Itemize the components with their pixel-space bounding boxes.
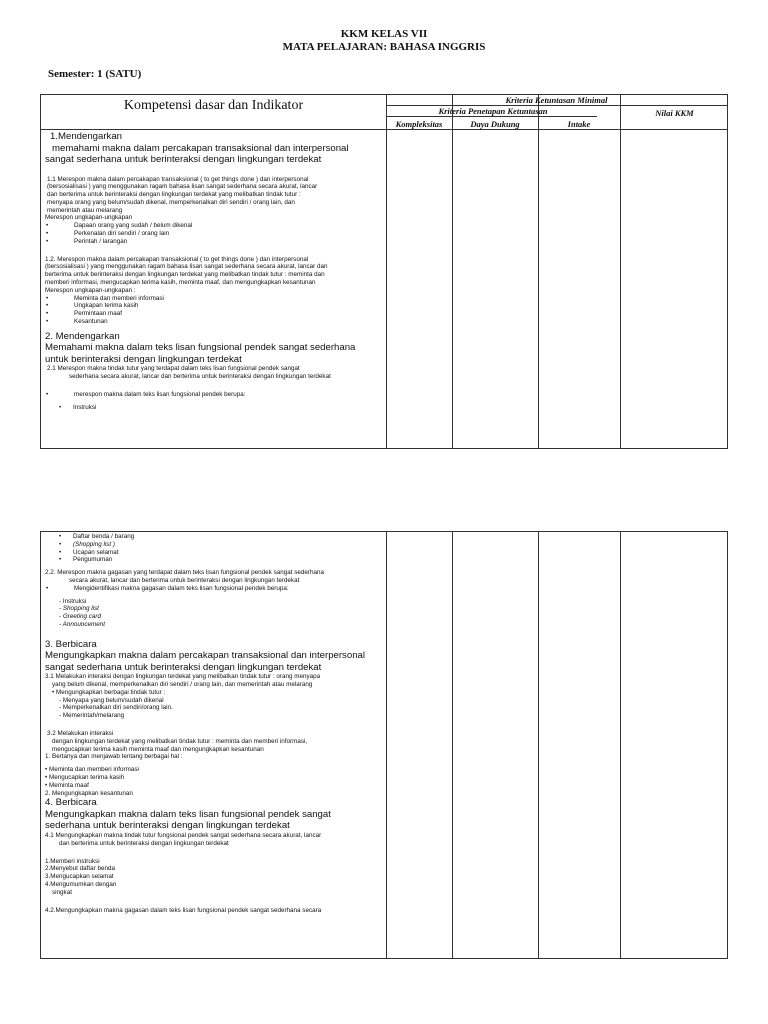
section-description: memahami makna dalam percakapan transaksional dan interpersonal — [52, 142, 349, 154]
section-description: sederhana untuk berinteraksi dengan lingkungan terdekat — [45, 820, 290, 832]
section-title: 1.Mendengarkan — [50, 131, 123, 142]
list-item: 2. Mengungkapkan kesantunan — [45, 789, 133, 797]
indicator-text: 3.1 Melakukan interaksi dengan lingkungan terdekat yang melibatkan tindak tutur : orang menyapa — [45, 673, 321, 681]
indicator-text: secara akurat, lancar dan berterima untuk berinteraksi dengan lingkungan terdekat — [69, 576, 300, 584]
indicator-text: sederhana secara akurat, lancar dan berterima untuk berinteraksi dengan lingkungan terdekat — [69, 373, 331, 381]
indicator-text: 3.2 Melakukan interaksi — [47, 730, 114, 738]
list-item: • Perintah / larangan — [46, 237, 128, 245]
section-description: sangat sederhana untuk berinteraksi dengan lingkungan terdekat — [45, 154, 322, 165]
indicator-text: 4.2.Mengungkapkan makna gagasan dalam teks lisan fungsional pendek sangat sederhana secara — [45, 906, 322, 914]
section-description: Mengungkapkan makna dalam teks lisan fungsional pendek sangat — [45, 808, 331, 820]
list-item: • Mengungkapkan berbagai tindak tutur : — [52, 688, 166, 696]
list-item: 3.Mengucapkan selamat — [45, 873, 114, 881]
list-item: • (Shopping list ) — [59, 540, 115, 548]
indicator-text: (bersosialisasi ) yang menggunakan ragam bahasa lisan sangat sederhana secara akurat, lancar dan — [45, 263, 328, 271]
indicator-text: 1.2. Merespon makna dalam percakapan transaksional ( to get things done ) dan interpersonal — [45, 255, 309, 263]
section-title: 4. Berbicara — [45, 797, 97, 809]
list-item: • Meminta dan memberi informasi — [45, 766, 139, 774]
competency-list-page-1 — [45, 131, 385, 412]
indicator-text: 4.1 Mengungkapkan makna tindak tutur fungsional pendek sangat sederhana secara akurat, lancar — [45, 831, 322, 839]
indicator-text: 2.1 Merespon makna tindak tutur yang terdapat dalam teks lisan fungsional pendek sangat — [47, 365, 300, 373]
section-title: 2. Mendengarkan — [45, 330, 120, 342]
indicator-text: (bersosialisasi ) yang menggunakan ragam bahasa lisan sangat sederhana secara akurat, lancar — [47, 183, 318, 191]
list-item: • Instruksi — [59, 403, 97, 411]
list-item: • Ungkapan terima kasih — [46, 302, 139, 310]
indicator-text: mengucapkan terima kasih meminta maaf dan mengungkapkan kesantunan — [52, 745, 264, 753]
list-item: • Mengidentifikasi makna gagasan dalam teks lisan fungsional pendek berupa: — [46, 584, 289, 592]
list-item: 4.Mengumumkan dengan — [45, 880, 117, 888]
indicator-text: 1. Bertanya dan menjawab tentang berbagai hal : — [45, 753, 183, 761]
column-header-intake: Intake — [567, 119, 591, 129]
indicator-text: Merespon ungkapan-ungkapan : — [45, 286, 136, 294]
list-item: • Perkenalan diri sendiri / orang lain — [46, 230, 170, 238]
indicator-text: dan berterima untuk berinteraksi dengan lingkungan terdekat yang melibatkan tindak tutur : — [47, 191, 301, 199]
indicator-text: yang belum dikenal, memperkenalkan diri sendiri / orang lain, dan memerintah atau melarang — [52, 681, 313, 689]
semester-label: Semester: 1 (SATU) — [48, 68, 142, 80]
list-item: • Meminta maaf — [45, 781, 89, 789]
section-description: sangat sederhana untuk berinteraksi dengan lingkungan terdekat — [45, 661, 322, 673]
section-description: untuk berinteraksi dengan lingkungan terdekat — [45, 353, 242, 365]
indicator-text: 1.1 Merespon makna dalam percakapan transaksional ( to get things done ) dan interpersonal — [47, 175, 309, 183]
list-item: - Memerintah/melarang — [59, 712, 125, 720]
list-item: • Permintaan maaf — [46, 310, 122, 318]
list-item: • Meminta dan memberi informasi — [46, 294, 164, 302]
indicator-text: Merespon ungkapan-ungkapan — [45, 214, 133, 222]
section-description: Memahami makna dalam teks lisan fungsional pendek sangat sederhana — [45, 342, 356, 354]
list-item: 1.Memberi instruksi — [45, 857, 100, 865]
list-item: - Announcement — [59, 620, 105, 628]
list-item: 2.Menyebut daftar benda — [45, 865, 116, 873]
column-header-penetapan: Kriteria Penetapan Ketuntasan — [438, 106, 548, 116]
section-title: 3. Berbicara — [45, 638, 97, 650]
document-subtitle: MATA PELAJARAN: BAHASA INGGRIS — [282, 41, 486, 53]
kkm-table-page-1 — [40, 94, 728, 449]
indicator-text: memerintah atau melarang — [47, 206, 123, 214]
column-header-main: Kompetensi dasar dan Indikator — [123, 98, 304, 113]
indicator-text: menyapa orang yang belum/sudah dikenal, memperkenalkan diri sendiri / orang lain, dan — [47, 198, 295, 206]
column-header-kkm: Kriteria Ketuntasan Minimal — [505, 95, 608, 105]
indicator-text: dan berterima untuk berinteraksi dengan lingkungan terdekat — [59, 839, 229, 847]
list-item: - Instruksi — [59, 597, 87, 605]
list-item: • Daftar benda / barang — [59, 533, 135, 540]
list-item: - Menyapa yang belum/sudah dikenal — [59, 696, 164, 704]
indicator-text: berterima untuk berinteraksi dengan lingkungan terdekat yang melibatkan tindak tutur : meminta dan — [45, 271, 325, 279]
list-item: • Dapaan orang yang sudah / belum dikenal — [46, 222, 193, 230]
competency-list-page-2 — [45, 533, 385, 914]
list-item: • Pengumuman — [59, 556, 113, 564]
list-item: • Kesantunan — [46, 318, 108, 326]
list-item: • merespon makna dalam teks lisan fungsional pendek berupa: — [46, 390, 246, 398]
column-header-nilai-kkm: Nilai KKM — [655, 108, 694, 118]
list-item: - Shopping list — [59, 605, 99, 613]
indicator-text: dengan lingkungan terdekat yang melibatkan tindak tutur : meminta dan memberi informasi, — [52, 737, 308, 745]
document-title: KKM KELAS VII — [340, 28, 428, 40]
list-item: • Mengucapkan terima kasih — [45, 774, 125, 782]
list-item: • Ucapan selamat — [59, 548, 119, 556]
list-item: - Greeting card — [59, 613, 101, 621]
column-header-daya-dukung: Daya Dukung — [470, 119, 520, 129]
column-header-kompleksitas: Kompleksitas — [395, 119, 443, 129]
list-item: - Memperkenalkan diri sendiri/orang lain. — [59, 704, 173, 712]
indicator-text: 2.2. Merespon makna gagasan yang terdapat dalam teks lisan fungsional pendek sangat sederhana — [45, 569, 325, 577]
list-item: singkat — [52, 888, 72, 896]
section-description: Mengungkapkan makna dalam percakapan transaksional dan interpersonal — [45, 650, 365, 662]
indicator-text: memberi informasi, mengucapkan terima kasih, meminta maaf, dan mengungkapkan kesantunan — [45, 279, 316, 287]
kkm-table-page-2 — [40, 531, 728, 959]
